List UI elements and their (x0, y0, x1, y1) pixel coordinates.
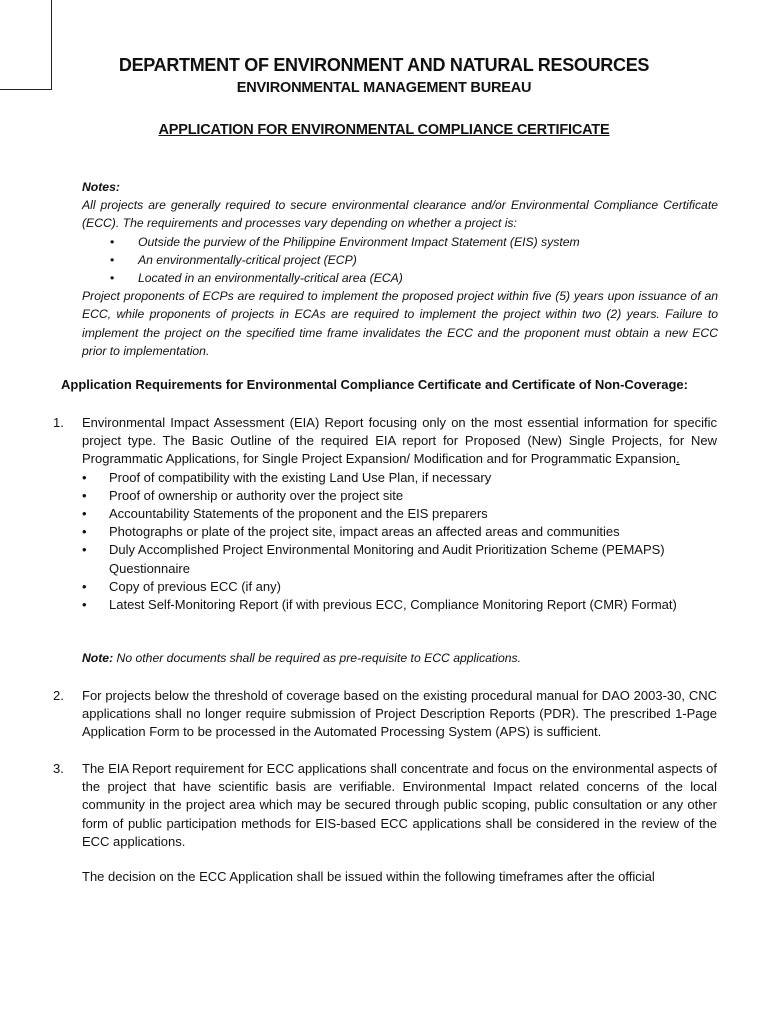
notes-section (82, 178, 718, 360)
item-1-text: Environmental Impact Assessment (EIA) Report focusing only on the most essential information for specific project type. The Basic Outline of the required EIA report for Proposed (New) Single Projects, for New Programmatic Applications, for Single Project Expansion/ Modification and for Programmatic Expansion (82, 415, 717, 467)
item-2-text: For projects below the threshold of coverage based on the existing procedural manual for DAO 2003-30, CNC applications shall no longer require submission of Project Description Reports (PDR). The prescribed 1-Page Application Form to be processed in the Automated Processing System (APS) is sufficient. (82, 688, 717, 740)
page-corner-mark (0, 0, 52, 90)
item-1-bullet-list (82, 469, 717, 615)
list-item: • Located in an environmentally-critical area (ECA) (110, 271, 403, 286)
requirement-item-2 (53, 687, 717, 742)
notes-intro: All projects are generally required to secure environmental clearance and/or Environmental Compliance Certificate (ECC). The requirements and processes vary depending on whether a project is: (82, 198, 718, 231)
notes-label: Notes: (82, 180, 120, 194)
item-1-period: . (675, 451, 680, 467)
list-item: • An environmentally-critical project (ECP) (110, 252, 357, 267)
notes-closing: Project proponents of ECPs are required to implement the proposed project within five (5) years upon issuance of an ECC, while proponents of projects in ECAs are required to implement the project within two (2) years. Failure to implement the project on the specified time frame invalidates the ECC and the proponent must obtain a new ECC prior to implementation. (82, 289, 718, 358)
bureau-heading: ENVIRONMENTAL MANAGEMENT BUREAU (236, 80, 532, 96)
notes-bullet-list (82, 233, 718, 288)
list-item: • Photographs or plate of the project site, impact areas an affected areas and communities (82, 524, 620, 540)
list-item: • Proof of compatibility with the existing Land Use Plan, if necessary (82, 469, 492, 485)
list-item: • Outside the purview of the Philippine Environment Impact Statement (EIS) system (110, 234, 580, 249)
list-item: • Accountability Statements of the proponent and the EIS preparers (82, 506, 488, 522)
list-item: • Duly Accomplished Project Environmental Monitoring and Audit Prioritization Scheme (PEMAPS) Questionnaire (82, 542, 665, 576)
note-text: No other documents shall be required as pre-requisite to ECC applications. (116, 651, 521, 665)
note-label: Note: (82, 651, 114, 665)
list-item: • Proof of ownership or authority over the project site (82, 487, 404, 503)
document-title: APPLICATION FOR ENVIRONMENTAL COMPLIANCE CERTIFICATE (158, 122, 610, 138)
item-number: 1. (53, 415, 64, 430)
requirement-item-1 (53, 414, 717, 614)
department-heading: DEPARTMENT OF ENVIRONMENT AND NATURAL RESOURCES (118, 55, 650, 75)
requirements-title: Application Requirements for Environmental Compliance Certificate and Certificate of Non-Coverage: (61, 377, 688, 392)
requirement-item-3 (53, 760, 717, 851)
item-number: 2. (53, 688, 64, 703)
list-item: • Latest Self-Monitoring Report (if with previous ECC, Compliance Monitoring Report (CMR) Format) (82, 597, 677, 613)
item-3-text: The EIA Report requirement for ECC applications shall concentrate and focus on the environmental aspects of the project that have scientific basis are verifiable. Environmental Impact related concerns of the local community in the project area which may be secured through public scoping, public consultation or any other form of public participation methods for EIS-based ECC applications shall be considered in the review of the ECC applications. (82, 761, 717, 849)
item-1-note (82, 651, 521, 665)
decision-paragraph: The decision on the ECC Application shall be issued within the following timeframes after the official (82, 869, 655, 884)
item-number: 3. (53, 761, 64, 776)
list-item: • Copy of previous ECC (if any) (82, 578, 281, 594)
